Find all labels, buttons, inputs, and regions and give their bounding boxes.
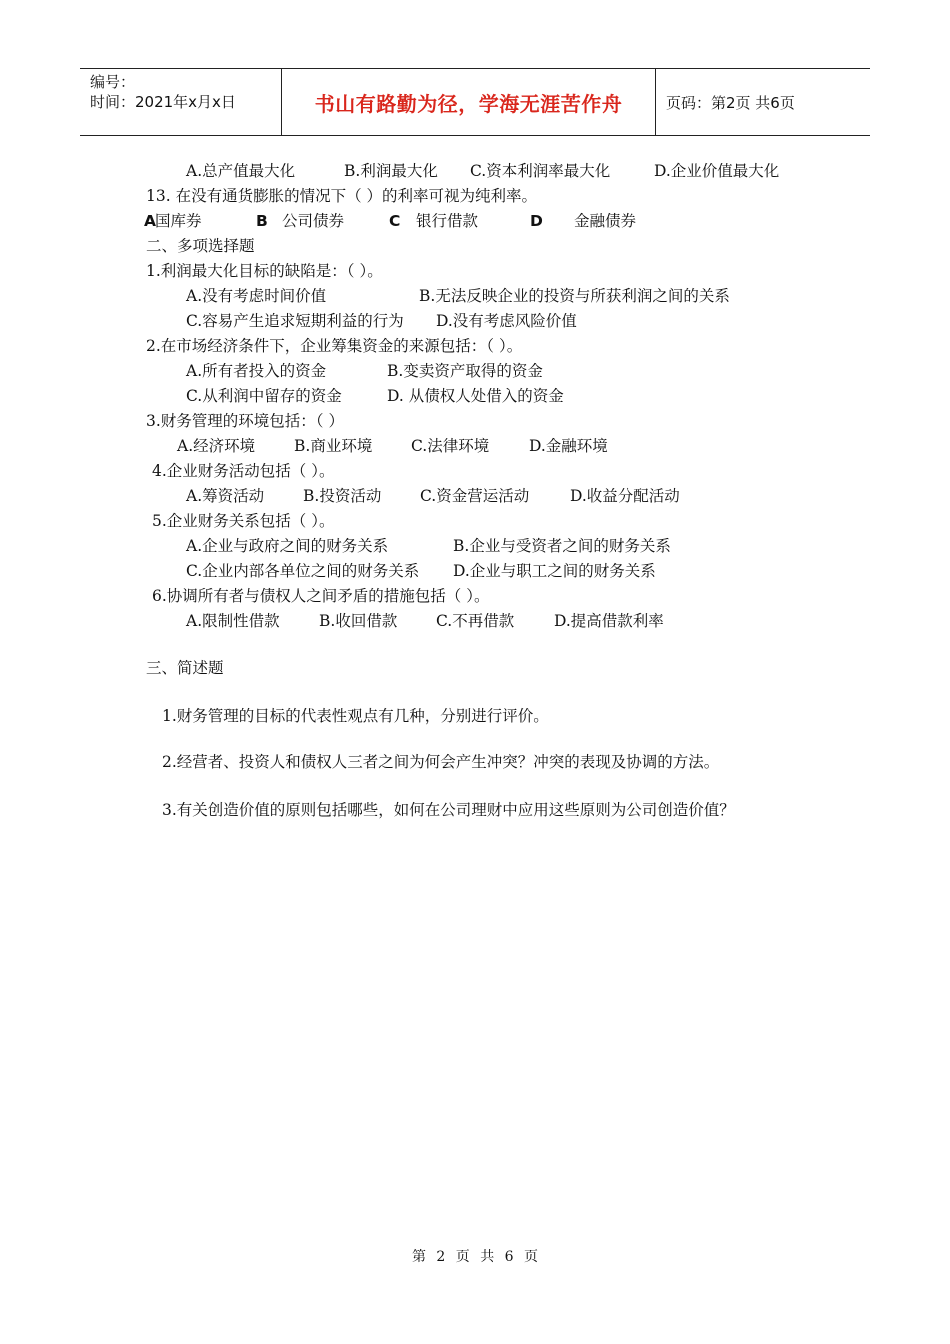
s2-q2-option-d: D. 从债权人处借入的资金: [387, 387, 564, 405]
s2-q2-option-a: A.所有者投入的资金: [186, 362, 327, 380]
q13-option-b-text: 公司债券: [282, 212, 345, 230]
s2-q4-option-a: A.筹资活动: [186, 487, 265, 505]
footer-ye-total: 页: [524, 1249, 539, 1265]
s2-q1-option-d: D.没有考虑风险价值: [436, 312, 577, 330]
s2-q4-stem: 4.企业财务活动包括（ ）。: [152, 462, 335, 480]
s2-q5-option-a: A.企业与政府之间的财务关系: [186, 537, 389, 555]
s2-q5-stem: 5.企业财务关系包括（ ）。: [152, 512, 335, 530]
section3-title: 三、简述题: [146, 659, 224, 677]
s3-q3: 3.有关创造价值的原则包括哪些，如何在公司理财中应用这些原则为公司创造价值？: [162, 801, 735, 819]
page-footer: [0, 1246, 950, 1266]
serial-number-label: 编号：: [90, 73, 136, 91]
s2-q2-stem: 2.在市场经济条件下，企业筹集资金的来源包括：（ ）。: [146, 337, 523, 355]
motto-text: 书山有路勤为径，学海无涯苦作舟: [314, 91, 623, 116]
s2-q6-option-c: C.不再借款: [436, 612, 515, 630]
s2-q3-option-b: B.商业环境: [294, 437, 373, 455]
s2-q4-option-c: C.资金营运活动: [420, 487, 530, 505]
footer-page-number: 2: [436, 1249, 446, 1265]
s2-q3-stem: 3.财务管理的环境包括：（ ）: [146, 412, 344, 430]
footer-total-pages: 6: [504, 1249, 514, 1265]
s2-q3-option-d: D.金融环境: [529, 437, 608, 455]
s2-q1-option-c: C.容易产生追求短期利益的行为: [186, 312, 404, 330]
s2-q5-option-d: D.企业与职工之间的财务关系: [453, 562, 656, 580]
s2-q3-option-c: C.法律环境: [411, 437, 490, 455]
s2-q6-option-b: B.收回借款: [319, 612, 398, 630]
q12-option-c: C.资本利润率最大化: [470, 162, 611, 180]
header-middle-cell: [282, 69, 656, 135]
q13-option-b-letter: B: [256, 212, 268, 230]
s2-q3-option-a: A.经济环境: [177, 437, 256, 455]
q13-option-d-letter: D: [530, 212, 543, 230]
footer-di: 第: [411, 1249, 426, 1265]
q13-option-d-text: 金融债券: [574, 212, 637, 230]
q12-option-d: D.企业价值最大化: [654, 162, 780, 180]
s2-q1-option-b: B.无法反映企业的投资与所获利润之间的关系: [419, 287, 730, 305]
section2-title: 二、多项选择题: [146, 237, 255, 255]
q13-option-a-text: 国库券: [155, 212, 202, 230]
q13-stem: 13. 在没有通货膨胀的情况下（ ）的利率可视为纯利率。: [146, 187, 538, 205]
s2-q1-stem: 1.利润最大化目标的缺陷是：（ ）。: [146, 262, 383, 280]
date-label: 时间：2021年x月x日: [90, 93, 236, 111]
header-left-cell: [80, 69, 282, 135]
header-right-cell: [656, 69, 870, 135]
s2-q4-option-d: D.收益分配活动: [570, 487, 680, 505]
page-number-label: 页码：第2页 共6页: [666, 93, 795, 112]
s2-q1-option-a: A.没有考虑时间价值: [186, 287, 327, 305]
s2-q6-option-a: A.限制性借款: [186, 612, 280, 630]
footer-gong: 共: [480, 1249, 495, 1265]
q13-option-c-letter: C: [389, 212, 401, 230]
s2-q6-option-d: D.提高借款利率: [554, 612, 664, 630]
footer-ye: 页: [455, 1249, 470, 1265]
document-header: [80, 68, 870, 136]
s2-q5-option-c: C.企业内部各单位之间的财务关系: [186, 562, 420, 580]
s3-q2: 2.经营者、投资人和债权人三者之间为何会产生冲突？冲突的表现及协调的方法。: [162, 753, 720, 771]
q13-option-a-letter: A: [144, 212, 156, 230]
s3-q1: 1.财务管理的目标的代表性观点有几种，分别进行评价。: [162, 707, 549, 725]
q12-option-b: B.利润最大化: [344, 162, 438, 180]
s2-q4-option-b: B.投资活动: [303, 487, 382, 505]
s2-q2-option-c: C.从利润中留存的资金: [186, 387, 342, 405]
q13-option-c-text: 银行借款: [416, 212, 479, 230]
s2-q6-stem: 6.协调所有者与债权人之间矛盾的措施包括（ ）。: [152, 587, 490, 605]
q12-option-a: A.总产值最大化: [186, 162, 296, 180]
s2-q2-option-b: B.变卖资产取得的资金: [387, 362, 543, 380]
s2-q5-option-b: B.企业与受资者之间的财务关系: [453, 537, 671, 555]
